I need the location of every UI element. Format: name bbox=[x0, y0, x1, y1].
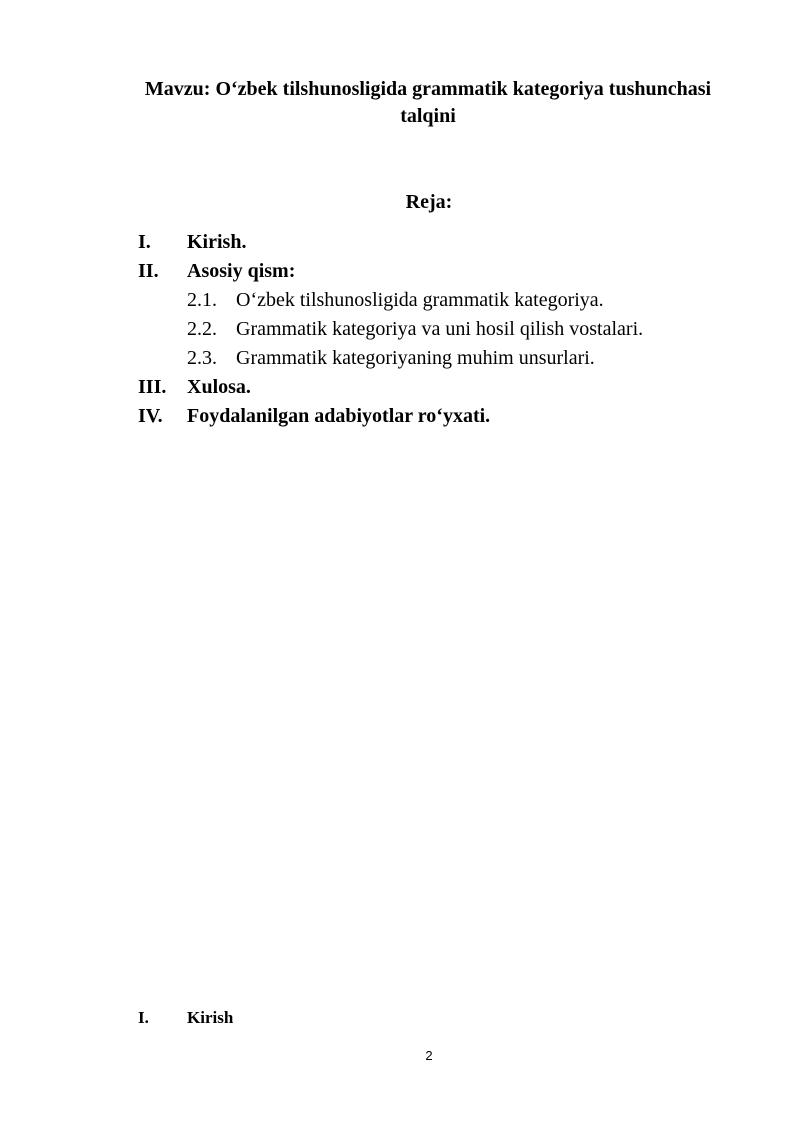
outline-item-number: III. bbox=[138, 376, 167, 398]
outline-item bbox=[0, 228, 800, 257]
outline-item bbox=[0, 373, 800, 402]
outline-item-number: IV. bbox=[138, 405, 163, 427]
outline-item bbox=[0, 257, 800, 286]
page-number: 2 bbox=[425, 1048, 433, 1063]
outline-item-text: Kirish. bbox=[187, 231, 247, 253]
section-heading bbox=[0, 1006, 800, 1030]
outline-item bbox=[0, 402, 800, 431]
outline-item-number: I. bbox=[138, 231, 151, 253]
section-heading-text: Kirish bbox=[187, 1008, 234, 1027]
section-heading-number: I. bbox=[138, 1008, 149, 1027]
outline-subitem bbox=[0, 286, 800, 315]
outline-item-text: Xulosa. bbox=[187, 376, 251, 398]
outline-subitem-number: 2.1. bbox=[187, 289, 217, 311]
outline-item-number: II. bbox=[138, 260, 159, 282]
outline-subitem bbox=[0, 344, 800, 373]
plan-heading: Reja: bbox=[405, 191, 453, 213]
document-title: Mavzu: O‘zbek tilshunosligida grammatik kategoriya tushunchasi talqini bbox=[144, 78, 712, 127]
outline-subitem-text: Grammatik kategoriyaning muhim unsurlari. bbox=[236, 347, 595, 369]
plan-outline bbox=[0, 228, 800, 431]
outline-subitem-number: 2.3. bbox=[187, 347, 217, 369]
outline-subitem-number: 2.2. bbox=[187, 318, 217, 340]
outline-subitem-text: Grammatik kategoriya va uni hosil qilish vostalari. bbox=[236, 318, 644, 340]
outline-subitem bbox=[0, 315, 800, 344]
outline-item-text: Asosiy qism: bbox=[187, 260, 296, 282]
outline-item-text: Foydalanilgan adabiyotlar ro‘yxati. bbox=[187, 405, 491, 427]
outline-subitem-text: O‘zbek tilshunosligida grammatik kategoriya. bbox=[236, 289, 604, 311]
